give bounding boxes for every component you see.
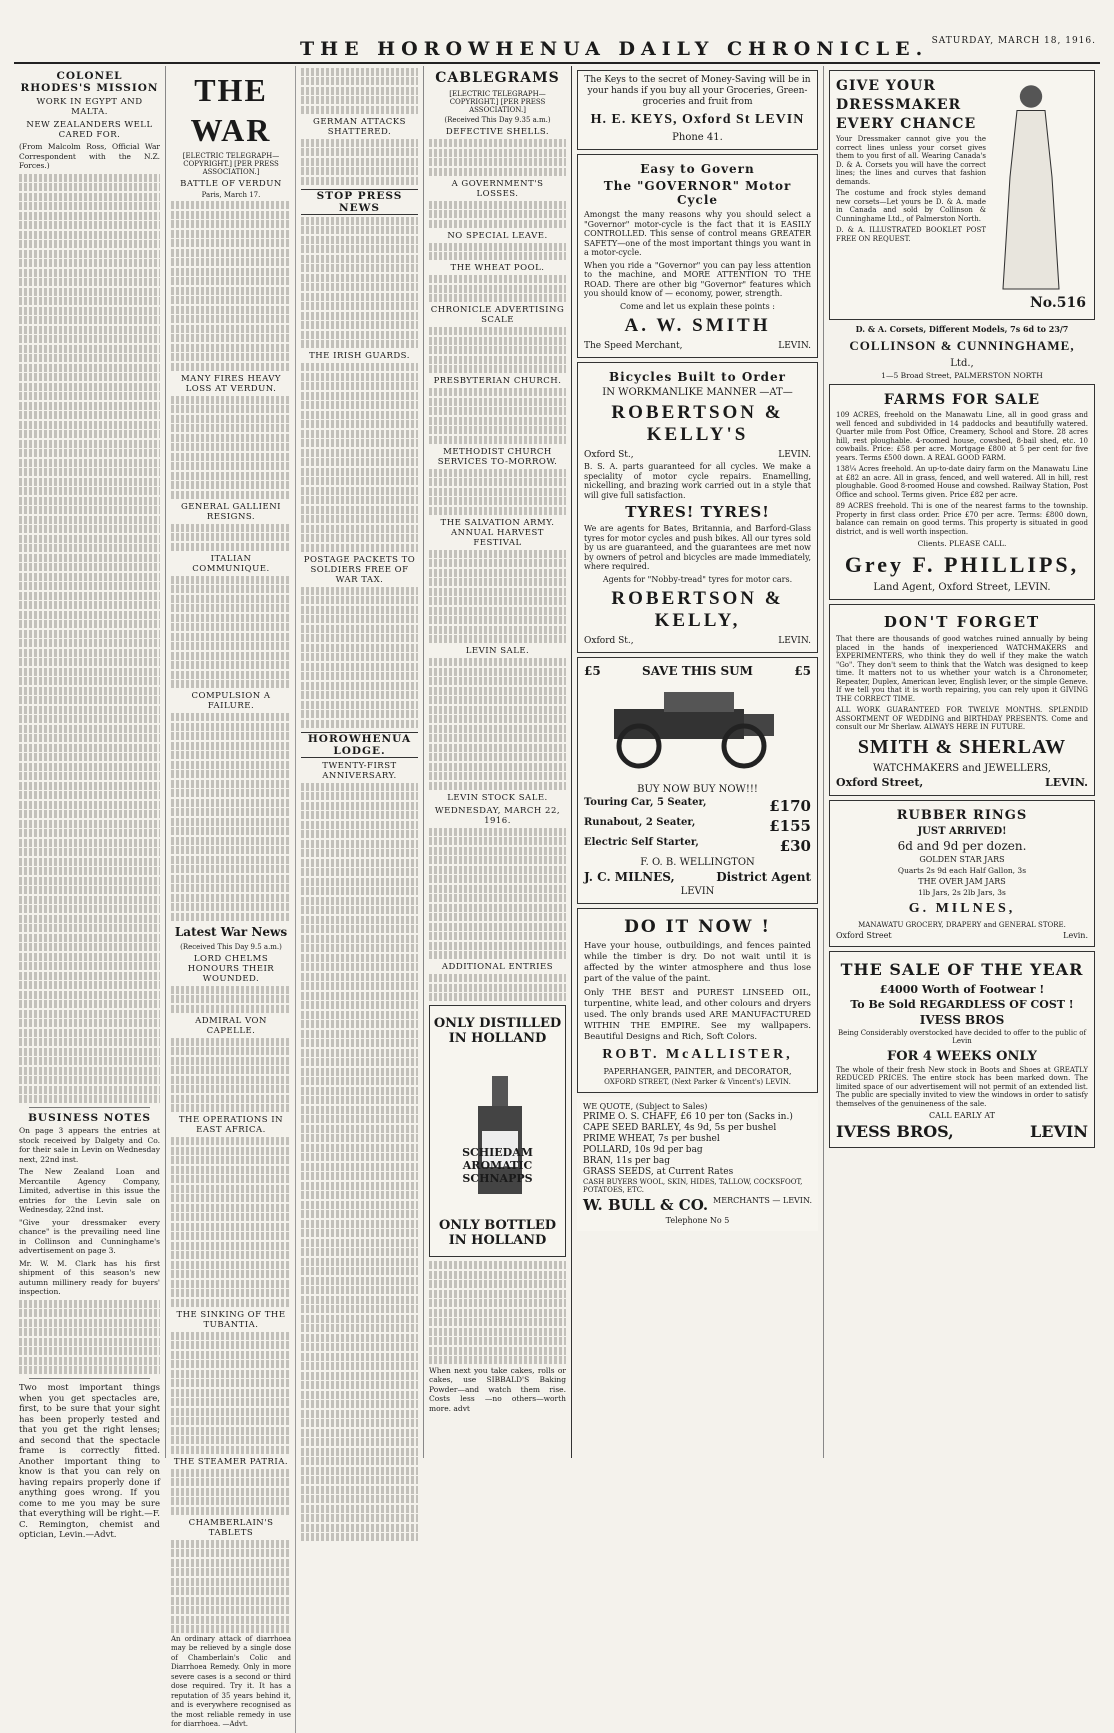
corset-advert bbox=[829, 70, 1095, 320]
cablegrams-banner: CABLEGRAMS bbox=[435, 70, 560, 86]
governor-title: Easy to Govern bbox=[640, 162, 755, 176]
received-line: (Received This Day 9.35 a.m.) bbox=[444, 116, 551, 124]
article-lead: (From Malcolm Ross, Official War Correspondent with the N.Z. Forces.) bbox=[19, 142, 160, 170]
war-heading: LORD CHELMS HONOURS THEIR WOUNDED. bbox=[187, 953, 275, 984]
dont-forget-heading: DON'T FORGET bbox=[883, 613, 1041, 631]
fob-line: F. O. B. WELLINGTON bbox=[640, 857, 755, 868]
starter-price: £30 bbox=[779, 837, 811, 855]
farms-title: FARMS FOR SALE bbox=[883, 392, 1041, 408]
war-heading: GERMAN ATTACKS SHATTERED. bbox=[313, 116, 406, 137]
watch-text: ALL WORK GUARANTEED FOR TWELVE MONTHS. SPLENDID ASSORTMENT OF WEDDING and BIRTHDAY PRESENTS. Come and consult our Mr Sherlaw. ALWAYS HERE IN FUTURE. bbox=[836, 706, 1088, 731]
rubber-town: Levin. bbox=[1063, 930, 1088, 940]
governor-text: Amongst the many reasons why you should select a "Governor" motor-cycle is the fact that it is EASILY CONTROLLED. This sense of control means GREATER SAFETY—one of the most important things you want in a motor-cycle. bbox=[584, 210, 811, 257]
smith-town: LEVIN. bbox=[1045, 775, 1088, 789]
war-heading: THE STEAMER PATRIA. bbox=[173, 1456, 289, 1467]
column-war-news bbox=[166, 66, 424, 1728]
business-note: The New Zealand Loan and Mercantile Agency Company, Limited, advertise in this issue the entries for the Levin sale on Wednesday, 22nd inst. bbox=[19, 1167, 160, 1214]
quote-line: PRIME WHEAT, 7s per bushel bbox=[583, 1134, 720, 1144]
dress-figure-icon bbox=[976, 79, 1086, 289]
war-heading: CHAMBERLAIN'S TABLETS bbox=[188, 1517, 274, 1538]
bicycle-firm-2: ROBERTSON & KELLY, bbox=[611, 588, 784, 631]
governor-town: LEVIN. bbox=[778, 341, 811, 351]
war-heading: THE IRISH GUARDS. bbox=[309, 351, 410, 361]
quote-buyers: CASH BUYERS WOOL, SKIN, HIDES, TALLOW, COCKSFOOT, POTATOES, ETC. bbox=[583, 1178, 803, 1194]
sale-call: CALL EARLY AT bbox=[928, 1111, 995, 1120]
sale-firm: IVESS BROS bbox=[919, 1012, 1005, 1027]
governor-advert bbox=[577, 154, 818, 358]
baking-powder-advt: When next you take cakes, rolls or cakes, use SIBBALD'S Baking Powder—and watch them rise. Costs less —no others—worth more. advt bbox=[429, 1365, 566, 1413]
starter-label: Electric Self Starter, bbox=[584, 837, 699, 848]
runabout-price: £155 bbox=[769, 817, 811, 835]
price-tag: £5 bbox=[794, 664, 811, 678]
cable-heading: PRESBYTERIAN CHURCH. bbox=[433, 376, 562, 386]
sale-name: IVESS BROS, bbox=[836, 1122, 954, 1141]
optician-advt: Two most important things when you get spectacles are, first, to be sure that your sight has been properly tested and that you get the right lenses; and second that the spectacle frame is correctly fitted. Another important thing to know is that you can rely on having repairs properly done if anything goes wrong. If you come to me you may be sure that everything will be right.—F. C. Remington, chemist and optician, Levin.—Advt. bbox=[19, 1383, 160, 1540]
sale-weeks: FOR 4 WEEKS ONLY bbox=[887, 1048, 1037, 1064]
keys-name: H. E. KEYS, Oxford St LEVIN bbox=[590, 112, 805, 127]
rubber-star: GOLDEN STAR JARS bbox=[919, 854, 1005, 864]
column-cablegrams bbox=[424, 66, 572, 1458]
painter-text: Only THE BEST and PUREST LINSEED OIL, turpentine, white lead, and other colours and dryers used. The only brands used ARE MANUFACTURED WITHIN THE EMPIRE. See my wallpapers. Beautiful Designs and Rich, Soft Colors. bbox=[584, 988, 811, 1042]
business-notes-heading: BUSINESS NOTES bbox=[28, 1112, 151, 1124]
keys-advert bbox=[577, 70, 818, 150]
war-heading: THE OPERATIONS IN EAST AFRICA. bbox=[178, 1115, 284, 1135]
column-ads-right bbox=[824, 66, 1100, 1458]
quote-line: PRIME O. S. CHAFF, £6 10 per ton (Sacks in.) bbox=[583, 1112, 793, 1122]
footwear-sale-advert bbox=[829, 951, 1095, 1149]
farm-listing: 109 ACRES, freehold on the Manawatu Line, all in good grass and well fenced and subdivided in 14 paddocks and beautifully watered. Quarter mile from Post Office, Creamery, School and Store. 28 acres hill, rest ploughable. 4-roomed house, cowshed, 8-bail shed, etc. 10 cowbails. Price: £58 per acre. Mortgage £800 at 5 per cent for five years. Terms £500 down. A REAL GOOD FARM. bbox=[836, 411, 1088, 462]
schnapps-top: ONLY DISTILLED IN HOLLAND bbox=[433, 1016, 562, 1046]
price-tag: £5 bbox=[584, 664, 601, 678]
article-subheading: NEW ZEALANDERS WELL CARED FOR. bbox=[26, 120, 153, 140]
bicycle-agents: Agents for "Nobby-tread" tyres for motor cars. bbox=[602, 574, 793, 584]
rubber-sub: JUST ARRIVED! bbox=[917, 825, 1007, 837]
quote-line: CAPE SEED BARLEY, 4s 9d, 5s per bushel bbox=[583, 1123, 777, 1133]
bicycle-town: LEVIN. bbox=[778, 636, 811, 646]
touring-price: £170 bbox=[769, 797, 811, 815]
issue-date: SATURDAY, MARCH 18, 1916. bbox=[931, 36, 1096, 46]
corset-line-3: EVERY CHANCE bbox=[836, 116, 977, 132]
quote-line: GRASS SEEDS, at Current Rates bbox=[583, 1167, 734, 1177]
rubber-sizes: 1lb Jars, 2s 2lb Jars, 3s bbox=[918, 887, 1006, 897]
rubber-rings-advert bbox=[829, 800, 1095, 947]
bicycle-title: Bicycles Built to Order bbox=[609, 370, 786, 384]
produce-advert bbox=[577, 1097, 818, 1231]
war-heading: MANY FIRES HEAVY LOSS AT VERDUN. bbox=[180, 373, 282, 394]
quote-head: WE QUOTE, (Subject to Sales) bbox=[583, 1102, 708, 1111]
war-banner: THE WAR bbox=[190, 72, 272, 148]
article-subheading: WORK IN EGYPT AND MALTA. bbox=[36, 97, 143, 117]
copyright-line: [ELECTRIC TELEGRAPH—COPYRIGHT.] [PER PRESS ASSOCIATION.] bbox=[182, 152, 280, 176]
copyright-line: [ELECTRIC TELEGRAPH—COPYRIGHT.] [PER PRESS ASSOCIATION.] bbox=[449, 90, 546, 114]
phillips-sub: Land Agent, Oxford Street, LEVIN. bbox=[873, 582, 1051, 593]
painter-text: Have your house, outbuildings, and fences painted while the timber is dry. Do not wait until it is affected by the winter atmosphere and thus lose part of the value of the paint. bbox=[584, 941, 811, 984]
rubber-street: Oxford Street bbox=[836, 930, 892, 940]
sale-text: The whole of their fresh New stock in Boots and Shoes at GREATLY REDUCED PRICES. The entire stock has been marked down. The limited space of our advertisement will not permit of an extended list. The public are specially invited to view the windows in order to satisfy themselves of the genuineness of the sale. bbox=[836, 1065, 1088, 1108]
governor-text: When you ride a "Governor" you can pay less attention to the machine, and MORE ATTENTION TO THE ROAD. There are other big "Governor" features which you should know of — economy, power, strength. bbox=[584, 260, 811, 298]
corset-booklet: D. & A. ILLUSTRATED BOOKLET POST FREE ON REQUEST. bbox=[836, 226, 986, 243]
war-heading: COMPULSION A FAILURE. bbox=[191, 691, 271, 711]
rubber-name: G. MILNES, bbox=[908, 900, 1016, 916]
cable-heading: ADDITIONAL ENTRIES bbox=[441, 962, 554, 972]
cable-heading: WEDNESDAY, MARCH 22, 1916. bbox=[434, 805, 561, 826]
lodge-heading: HOROWHENUA LODGE. bbox=[301, 732, 418, 758]
keys-text: The Keys to the secret of Money-Saving will be in your hands if you buy all your Groceries, Green-groceries and fruit from bbox=[584, 75, 811, 107]
smith-sub: WATCHMAKERS and JEWELLERS, bbox=[873, 762, 1051, 774]
rubber-address: MANAWATU GROCERY, DRAPERY and GENERAL STORE. bbox=[858, 920, 1066, 929]
cable-heading: LEVIN STOCK SALE. bbox=[447, 792, 548, 803]
article-body-text bbox=[19, 174, 160, 1104]
buy-now: BUY NOW BUY NOW!!! bbox=[637, 784, 758, 795]
sale-sub: £4000 Worth of Footwear ! bbox=[879, 982, 1045, 996]
cable-heading: THE WHEAT POOL. bbox=[450, 263, 545, 273]
watch-text: That there are thousands of good watches ruined annually by being placed in the hands of inexperienced WATCHMAKERS and EXPERIMENTERS, who think they do well if they make the watch "Go". They don't seem to think that the Watch was designed to keep time. It matters not to us whether your watch is a Chronometer, Repeater, Duplex, American lever, English lever, or the simple Geneve. If we tell you that it is worth repairing, you can rely upon it GIVING THE CORRECT TIME. bbox=[836, 635, 1088, 703]
rubber-jars: Quarts 2s 9d each Half Gallon, 3s bbox=[897, 865, 1027, 875]
cable-heading: CHRONICLE ADVERTISING SCALE bbox=[430, 305, 565, 325]
column-rhodes-mission bbox=[14, 66, 166, 1540]
bicycle-addr: Oxford St., bbox=[584, 450, 634, 460]
bull-sub: MERCHANTS — LEVIN. bbox=[713, 1196, 812, 1205]
touring-label: Touring Car, 5 Seater, bbox=[584, 797, 707, 808]
rubber-price: 6d and 9d per dozen. bbox=[897, 838, 1027, 853]
tyres-heading: TYRES! TYRES! bbox=[625, 503, 770, 521]
painter-name: ROBT. McALLISTER, bbox=[602, 1047, 793, 1062]
sale-town: LEVIN bbox=[1030, 1122, 1088, 1141]
war-heading: ITALIAN COMMUNIQUE. bbox=[192, 553, 270, 574]
received-line: (Received This Day 9.5 a.m.) bbox=[180, 942, 282, 951]
war-heading: THE SINKING OF THE TUBANTIA. bbox=[176, 1309, 286, 1330]
war-heading: TWENTY-FIRST ANNIVERSARY. bbox=[322, 760, 397, 781]
article-heading: COLONEL RHODES'S MISSION bbox=[20, 70, 159, 94]
war-heading: GENERAL GALLIENI RESIGNS. bbox=[180, 501, 282, 522]
corset-address: 1—5 Broad Street, PALMERSTON NORTH bbox=[881, 371, 1043, 380]
corset-text: The costume and frock styles demand new corsets—Let yours be D. & A. made in Canada and sold by Collinson & Cunninghame Ltd., of Palmerston North. bbox=[836, 189, 986, 223]
do-it-now-heading: DO IT NOW ! bbox=[624, 917, 771, 937]
sale-sub-2: To Be Sold REGARDLESS OF COST ! bbox=[850, 997, 1074, 1011]
phillips-name: Grey F. PHILLIPS, bbox=[844, 552, 1080, 577]
smith-address: Oxford Street, bbox=[836, 775, 924, 789]
painter-advert bbox=[577, 908, 818, 1093]
business-note: Mr. W. M. Clark has his first shipment of this season's new autumn millinery ready for buyers' inspection. bbox=[19, 1258, 160, 1296]
corset-line-2: DRESSMAKER bbox=[836, 97, 962, 113]
runabout-label: Runabout, 2 Seater, bbox=[584, 817, 696, 828]
governor-sub: The Speed Merchant, bbox=[584, 341, 683, 351]
cable-heading: A GOVERNMENT'S LOSSES. bbox=[451, 178, 544, 199]
governor-subtitle: The "GOVERNOR" Motor Cycle bbox=[603, 179, 792, 207]
painter-trade: PAPERHANGER, PAINTER, and DECORATOR, bbox=[603, 1067, 792, 1076]
bicycle-text: B. S. A. parts guaranteed for all cycles. We make a speciality of motor cycle repairs. Enamelling, nickelling, and brazing work carried out in a style that will give full satisfaction. bbox=[584, 462, 811, 500]
cable-heading: NO SPECIAL LEAVE. bbox=[447, 230, 548, 241]
business-note: On page 3 appears the entries at stock received by Dalgety and Co. for their sale in Levin on Wednesday next, 22nd inst. bbox=[19, 1126, 160, 1164]
corset-text: Your Dressmaker cannot give you the correct lines unless your corset gives them to you first of all. Wearing Canada's D. & A. Corsets you will have the correct lines; the lines and curves that fashion demands. bbox=[836, 135, 986, 186]
car-advert bbox=[577, 657, 818, 904]
stop-press-heading: STOP PRESS NEWS bbox=[301, 189, 418, 215]
corset-ltd: Ltd., bbox=[950, 358, 974, 369]
newspaper-title: THE HOROWHENUA DAILY CHRONICLE. bbox=[300, 38, 929, 60]
bull-phone: Telephone No 5 bbox=[665, 1216, 730, 1225]
agent-name: J. C. MILNES, bbox=[584, 870, 675, 884]
dateline: Paris, March 17. bbox=[201, 191, 261, 199]
bicycle-addr: Oxford St., bbox=[584, 636, 634, 646]
masthead bbox=[0, 34, 1114, 64]
latest-war-news-heading: Latest War News bbox=[174, 924, 288, 939]
car-title: SAVE THIS SUM bbox=[642, 664, 753, 678]
watchmaker-advert bbox=[829, 604, 1095, 796]
schnapps-advert bbox=[429, 1005, 566, 1257]
keys-phone: Phone 41. bbox=[672, 132, 723, 143]
war-heading: ADMIRAL VON CAPELLE. bbox=[195, 1015, 267, 1036]
rubber-over: THE OVER JAM JARS bbox=[918, 876, 1006, 886]
cable-heading: THE SALVATION ARMY. ANNUAL HARVEST FESTIVAL bbox=[440, 517, 555, 548]
schnapps-mid: SCHIEDAM AROMATIC SCHNAPPS bbox=[462, 1146, 533, 1185]
farm-listing: 138¼ Acres freehold. An up-to-date dairy farm on the Manawatu Line at £82 an acre. All in grass, fenced, and well watered. All in hill, rest ploughable. Good 8-roomed House and cowshed. Railway Station, Post Office and school. Terms given. Price £82 per acre. bbox=[836, 465, 1088, 499]
farm-listing: 89 ACRES freehold. Thi is one of the nearest farms to the township. Property in first class order. Price £70 per acre. Terms: £800 down, balance can remain on good terms. This property is situated in good district, and is well worth inspection. bbox=[836, 502, 1088, 536]
bull-name: W. BULL & CO. bbox=[583, 1196, 709, 1214]
column-ads-middle bbox=[572, 66, 824, 1458]
cable-heading: DEFECTIVE SHELLS. bbox=[445, 127, 550, 137]
painter-address: OXFORD STREET, (Next Parker & Vincent's) LEVIN. bbox=[604, 1078, 791, 1086]
corset-price: D. & A. Corsets, Different Models, 7s 6d to 23/7 bbox=[855, 324, 1069, 334]
smith-sherlaw-name: SMITH & SHERLAW bbox=[857, 735, 1067, 758]
chamberlain-advt: An ordinary attack of diarrhoea may be relieved by a single dose of Chamberlain's Colic and Diarrhoea Remedy. Only in more severe cases is a second or third dose required. Try it. It has a reputation of 35 years behind it, and is everywhere recognised as the most reliable remedy in use for diarrhoea. —Advt. bbox=[171, 1634, 291, 1728]
bicycle-advert bbox=[577, 362, 818, 653]
agent-title: District Agent bbox=[716, 870, 811, 884]
sale-text: Being Considerably overstocked have decided to offer to the public of Levin bbox=[837, 1028, 1087, 1045]
bicycle-town: LEVIN. bbox=[778, 450, 811, 460]
motor-car-icon bbox=[584, 684, 794, 774]
masthead-rule bbox=[14, 62, 1100, 64]
governor-text: Come and let us explain these points : bbox=[620, 301, 775, 311]
war-heading: POSTAGE PACKETS TO SOLDIERS FREE OF WAR TAX. bbox=[303, 554, 416, 585]
corset-number: No.516 bbox=[1030, 295, 1086, 311]
war-heading: BATTLE OF VERDUN bbox=[180, 179, 282, 189]
business-note: "Give your dressmaker every chance" is the prevailing need line in Collinson and Cunninghame's advertisement on page 3. bbox=[19, 1217, 160, 1255]
farm-clients: Clients. PLEASE CALL. bbox=[917, 539, 1007, 548]
quote-line: POLLARD, 10s 9d per bag bbox=[583, 1145, 703, 1155]
schnapps-bottom: ONLY BOTTLED IN HOLLAND bbox=[438, 1218, 557, 1248]
bicycle-sub: IN WORKMANLIKE MANNER —AT— bbox=[602, 387, 793, 398]
sale-title: THE SALE OF THE YEAR bbox=[840, 959, 1084, 979]
governor-name: A. W. SMITH bbox=[624, 315, 771, 336]
farms-advert bbox=[829, 384, 1095, 600]
rubber-title: RUBBER RINGS bbox=[896, 807, 1028, 823]
corset-line-1: GIVE YOUR bbox=[836, 78, 936, 94]
cable-heading: METHODIST CHURCH SERVICES TO-MORROW. bbox=[437, 446, 558, 467]
quote-line: BRAN, 11s per bag bbox=[583, 1156, 670, 1166]
bicycle-text: We are agents for Bates, Britannia, and Barford-Glass tyres for motor cycles and push bikes. All our tyres sold by us are guaranteed, and the guarantees are met now by owners of petrol and bicycles are made immediately, where required. bbox=[584, 524, 811, 571]
agent-town: LEVIN bbox=[680, 886, 715, 897]
cable-heading: LEVIN SALE. bbox=[465, 646, 530, 656]
corset-firm: COLLINSON & CUNNINGHAME, bbox=[849, 338, 1075, 353]
bicycle-firm: ROBERTSON & KELLY'S bbox=[611, 402, 784, 445]
